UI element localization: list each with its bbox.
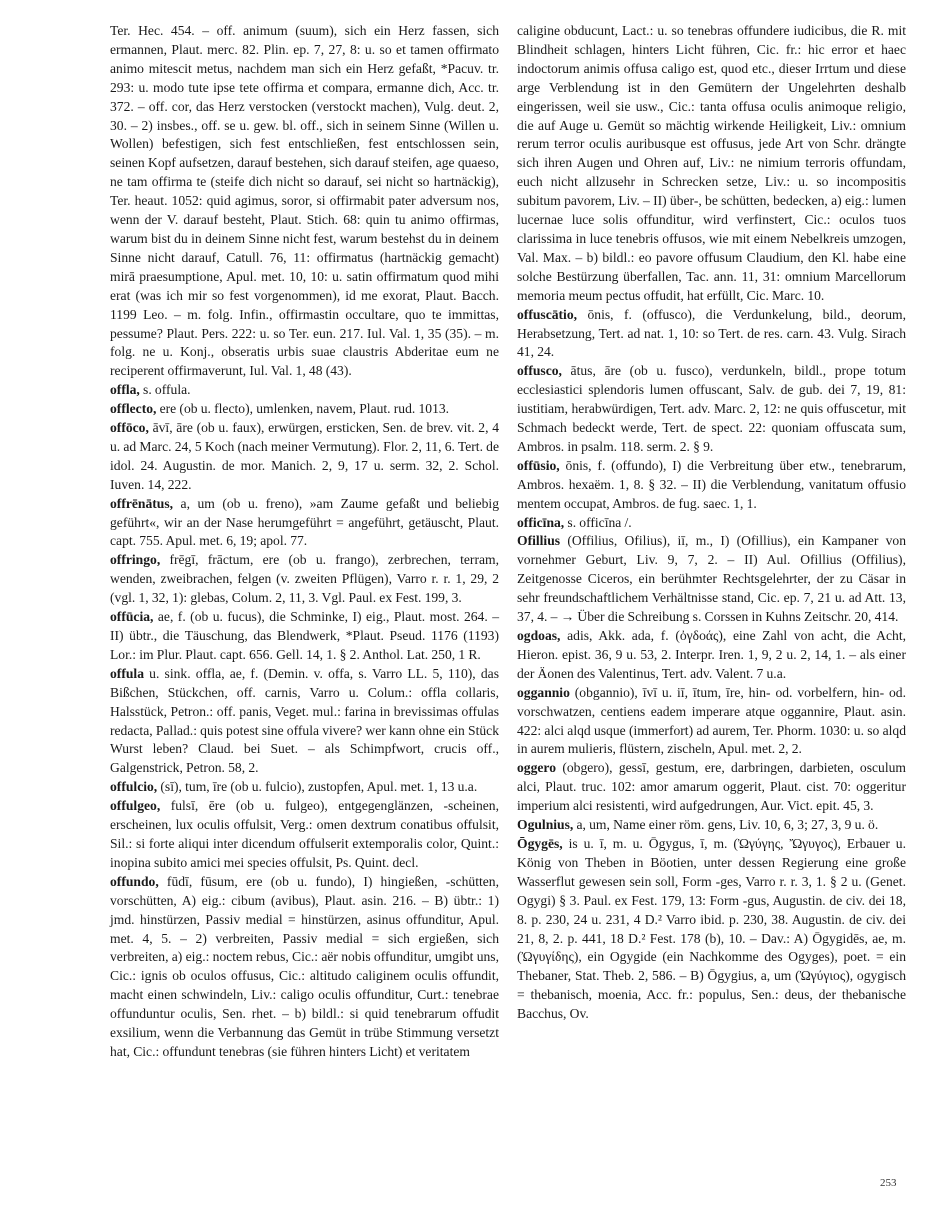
entry-offundo: [110, 873, 499, 1062]
entry-text: s. offula.: [139, 382, 191, 398]
entry-officina: [517, 514, 906, 533]
entry-headword: offūsio,: [517, 457, 560, 473]
entry-headword: Ogulnius,: [517, 817, 574, 833]
entry-ogdoas: [517, 627, 906, 684]
entry-text: (sī), tum, īre (ob u. fulcio), zustopfen, Apul. met. 1, 13 u.a.: [157, 779, 478, 795]
entry-headword: offōco,: [110, 420, 149, 436]
entry-headword: offla,: [110, 382, 140, 398]
page-number: 253: [880, 1177, 897, 1189]
entry-ogyges: [517, 835, 906, 1024]
entry-text: (Offilius, Ofilius), iī, m., I) (Ofillius), ein Kampaner von vornehmer Geburt, Liv. 9, 7, 2. – II) Aul. Ofillius (Offilius), Zeitgenosse Ciceros, ein berühmter Rechtsgelehrter, der zu Cäsar in sehr freundschaftlichem Verhältnisse stand, Cic. ep. 7, 21 u. ad Att. 13, 37, 4. – → Über die Schreibung s. Corssen in Kuhns Zeitschr. 20, 414.: [517, 533, 906, 625]
entry-headword: offulcio,: [110, 779, 158, 795]
entry-headword: Ōgygēs,: [517, 835, 563, 851]
entry-headword: offuscātio,: [517, 306, 578, 322]
entry-offusio: [517, 457, 906, 514]
entry-offusco: [517, 362, 906, 457]
entry-text: u. sink. offla, ae, f. (Demin. v. offa, s. Varro LL. 5, 110), das Bißchen, Stückchen, off. carnis, Varro u. Colum.: offla collaris, Halsstück, Petron.: off. panis, Veget. mul.: farina in brevissimas offulas redacta, Pallad.: quis potest sine offula vivere? wer kann ohne ein Stück Wurst leben? Claud. bei Suet. – als Schimpfwort, crucis off., Galgenstrick, Petron. 58, 2.: [110, 665, 500, 776]
entry-headword: officīna,: [517, 514, 565, 530]
entry-headword: offlecto,: [110, 401, 157, 417]
entry-text: Ter. Hec. 454. – off. animum (suum), sich ein Herz fassen, sich ermannen, Plaut. merc. 82. Plin. ep. 7, 27, 8: u. so et tamen offirmato animo mitescit metus, nachdem man sich ein Herz gefaßt, *Pacuv. tr. 293: u. modo tute ipse tete offirma et compara, ermanne dich, Acc. tr. 372. – off. cor, das Herz verstocken (verstockt machen), Vulg. deut. 2, 30. – 2) insbes., off. se u. gew. bl. off., sich in seinem Sinne (Willen u. Wollen) befestigen, sich fest entschließen, fest entschlossen sein, seinen Kopf aufsetzen, darauf bestehen, sich darauf steifen, age quaeso, ne tam offirma te (steife dich nicht so darauf, sei nicht so hartnäckig), Ter. heaut. 1052: quid agimus, soror, si offirmabit pater adversum nos, wenn der V. darauf besteht, Plaut. Stich. 68: quin tu animo offirmas, warum bist du in deinem Sinne nicht fest, warum bestehst du in deinem Sinne nicht darauf, Catull. 76, 11: offirmatus (hartnäckig gemacht) mirā praesumptione, Apul. met. 10, 10: u. satin offirmatum quod mihi erat (was ich mir so fest vorgenommen), id me exorat, Plaut. Bacch. 1199 Leo. – m. folg. Infin., offirmastin occultare, quo te immittas, pessume? Plaut. Pers. 222: u. so Ter. eun. 217. Iul. Val. 1, 35 (35). – m. folg. ne u. Konj., obseratis urbis suae claustris Abderitae eum ne reciperent offirmaverunt, Iul. Val. 1, 48 (43).: [110, 23, 499, 379]
entry-offrenatus: [110, 495, 499, 552]
right-column: [517, 22, 906, 1024]
entry-oggero: [517, 759, 906, 816]
entry-text: caligine obducunt, Lact.: u. so tenebras offundere iudicibus, die R. mit Blindheit schlagen, hinters Licht führen, Cic. fr.: hic error et haec indoctorum animis offusa caligo est, quod etc., dieser Irrtum und diese arge Verblendung ist in den Gemütern der Ungelehrten deshalb eingerissen, weil sie usw., Cic.: tanta offusa oculis animoque religio, die auf Auge u. Gemüt so mächtig wirkende Heiligkeit, Liv.: omnium rerum terror oculis auribusque est offusus, jede Art von Schr. drängte sich ihren Augen und Ohren auf, Liv.: ne nimium terroris offundam, euch nicht allzusehr in Schrecken setze, Liv.: u. so incompositis subitum pavorem, Liv. – II) über-, be schütten, bedecken, a) eig.: lumen lucernae luce solis offunditur, wird verfinstert, Cic.: oculos tuos clarissima in luce tenebris offusos, wie mit einem Nebelkreis umzogen, Val. Max. – b) bildl.: eo pavore offusum Claudium, den Kl. habe eine solche Bestürzung überfallen, Tac. ann. 11, 31: omnium Marcellorum memoria meum pectus offudit, hat erfüllt, Cic. Marc. 10.: [517, 23, 906, 303]
entry-offlecto: [110, 400, 499, 419]
entry-ofillius: [517, 532, 906, 627]
entry-text: fūdī, fūsum, ere (ob u. fundo), I) hingießen, -schütten, vorschütten, A) eig.: cibum (avibus), Plaut. asin. 216. – B) übtr.: 1) jmd. hinstürzen, Passiv medial = hinstürzen, asinus offunditur, Apul. met. 4, 5. – 2) verbreiten, Passiv medial = sich ergießen, sich verbreiten, a) eig.: noctem rebus, Cic.: aër nobis offunditur, umgibt uns, Cic.: ignis ob oculos offusus, Cic.: altitudo caliginem oculis offundit, macht einen schwindeln, Liv.: caligo oculis offunditur, Curt.: tenebrae offunduntur oculis, Sen. rhet. – b) bildl.: si quid tenebrarum offudit exsilium, wenn die Verbannung das Gemüt in trübe Stimmung versetzt hat, Cic.: offundunt tenebras (sie führen hinters Licht) et veritatem: [110, 873, 499, 1059]
entry-offucia: [110, 608, 499, 665]
entry-headword: offusco,: [517, 363, 562, 379]
entry-offoco: [110, 419, 499, 495]
entry-text: ātus, āre (ob u. fusco), verdunkeln, bildl., prope totum ecclesiastici splendoris lumen offuscant, Salv. de gub. dei 7, 19, 81: iustitiam, herabwürdigen, Tert. adv. Marc. 2, 12: ne quis offuscetur, mit Schmach bedeckt werde, Tert. de spect. 22: quoniam offuscata sum, Ambros. in psalm. 118. serm. 2. § 9.: [517, 363, 906, 454]
entry-headword: offrēnātus,: [110, 495, 174, 511]
entry-headword: offringo,: [110, 552, 161, 568]
entry-headword: offundo,: [110, 873, 159, 889]
entry-text: a, um, Name einer röm. gens, Liv. 10, 6, 3; 27, 3, 9 u. ö.: [573, 817, 879, 833]
entry-text: fulsī, ēre (ob u. fulgeo), entgegenglänzen, -scheinen, erscheinen, lux oculis offulsit, Verg.: omen dextrum conatibus offulsit, Sil.: si forte aliqui inter dicendum offulserit extemporalis color, Quint.: inopina subito amici mei species offulsit, Ps. Quint. decl.: [110, 798, 499, 870]
entry-text: ōnis, f. (offusco), die Verdunkelung, bild., deorum, Herabsetzung, Tert. ad nat. 1, 10: so Tert. de res. carn. 43. Vulg. Sirach 41, 24.: [517, 306, 906, 360]
entry-headword: oggero: [517, 760, 557, 776]
entry-text: ere (ob u. flecto), umlenken, navem, Plaut. rud. 1013.: [156, 401, 450, 417]
entry-headword: offūcia,: [110, 609, 154, 625]
entry-ogulnius: [517, 816, 906, 835]
entry-headword: ogdoas,: [517, 628, 561, 643]
entry-headword: Ofillius: [517, 533, 561, 549]
entry-text: āvī, āre (ob u. faux), erwürgen, ersticken, Sen. de brev. vit. 2, 4 u. ad Marc. 24, 5 Koch (nach meiner Vermutung). Flor. 2, 11, 6. Tert. de idol. 24. Augustin. de mor. Manich. 2, 9, 17 u. serm. 32, 2. Schol. Iuven. 14, 222.: [110, 420, 499, 492]
entry-text: is u. ī, m. u. Ōgygus, ī, m. (Ὠγύγης, Ὤγυγος), Erbauer u. König von Theben in Böotien, unter dessen Regierung eine große Wasserflut gewesen sein soll, Form -ges, Varro r. r. 3, 1. § 2 u. (Genet. Ogygi) § 3. Paul. ex Fest. 179, 13: Form -gus, Augustin. de civ. dei 18, 8. p. 230, 24 u. 231, 4 D.² Varro ibid. p. 230, 38. Augustin. de civ. dei 21, 8, 2. p. 441, 18 D.² Fest. 178 (b), 10. – Dav.: A) Ōgygidēs, ae, m. (Ὠγυγίδης), ein Ogygide (ein Nachkomme des Ogyges), poet. = ein Thebaner, Stat. Theb. 2, 586. – B) Ōgygius, a, um (Ὠγύγιος), ogygisch = thebanisch, moenia, Acc. fr.: populus, Sen.: deus, der thebanische Bacchus, Ov.: [517, 835, 906, 1022]
entry-text: (obgannio), īvī u. iī, ītum, īre, hin- od. vorbelfern, hin- od. vorschwatzen, centiens eadem imperare atque oggannire, Plaut. asin. 422: alci alqd usque (immerfort) ad aurem, Ter. Phorm. 1030: u. so alqd in aurem mulieris, flüstern, zischeln, Apul. met. 2, 2.: [517, 684, 906, 757]
entry-continuation: [517, 22, 906, 306]
entry-text: s. officīna /.: [564, 514, 632, 530]
entry-continuation: [110, 22, 499, 381]
entry-text: adis, Akk. ada, f. (ὀγδοάς), eine Zahl von acht, die Acht, Hieron. epist. 36, 9 u. 53, 2. Interpr. Iren. 1, 9, 2 u. 2, 14, 1. – als einer der Äonen des Valentinus, Tert. adv. Valent. 7 u.a.: [517, 628, 906, 681]
entry-headword: offulgeo,: [110, 798, 161, 814]
entry-headword: oggannio: [517, 684, 570, 700]
entry-text: ae, f. (ob u. fucus), die Schminke, I) eig., Plaut. most. 264. – II) übtr., die Täuschung, das Blendwerk, *Plaut. Pseud. 1176 (1193) Lor.: im Plur. Plaut. capt. 656. Gell. 14, 1. § 2. Anthol. Lat. 250, 1 R.: [110, 609, 499, 662]
entry-text: ōnis, f. (offundo), I) die Verbreitung über etw., tenebrarum, Ambros. hexaëm. 1, 8. § 32. – II) die Verblendung, vanitatum offusio mentem occupat, Ambros. de fug. saec. 1, 1.: [517, 457, 906, 511]
entry-offla: [110, 381, 499, 400]
entry-offulgeo: [110, 797, 499, 873]
entry-text: a, um (ob u. freno), »am Zaume gefaßt und beliebig geführt«, wir an der Nase herumgeführt = angeführt, getäuscht, Plaut. capt. 755. Apul. met. 6, 19; apol. 77.: [110, 495, 499, 549]
left-column: [110, 22, 499, 1062]
entry-offuscatio: [517, 306, 906, 363]
entry-headword: offula: [110, 665, 144, 681]
entry-offula: [110, 665, 499, 778]
entry-offulcio: [110, 778, 499, 797]
entry-offringo: [110, 551, 499, 608]
entry-text: frēgī, frāctum, ere (ob u. frango), zerbrechen, terram, wenden, zweibrachen, felgen (v. zweiten Pflügen), Varro r. r. 1, 29, 2 (vgl. 1, 32, 1): glebas, Colum. 2, 11, 3. Vgl. Paul. ex Fest. 199, 3.: [110, 552, 499, 606]
entry-text: (obgero), gessī, gestum, ere, darbringen, darbieten, osculum alci, Plaut. truc. 102: amor amarum oggerit, Plaut. cist. 70: oggeritur imperium alci resistenti, wird aufgedrungen, Aur. Vict. epit. 45, 3.: [517, 760, 906, 814]
entry-oggannio: [517, 684, 906, 760]
